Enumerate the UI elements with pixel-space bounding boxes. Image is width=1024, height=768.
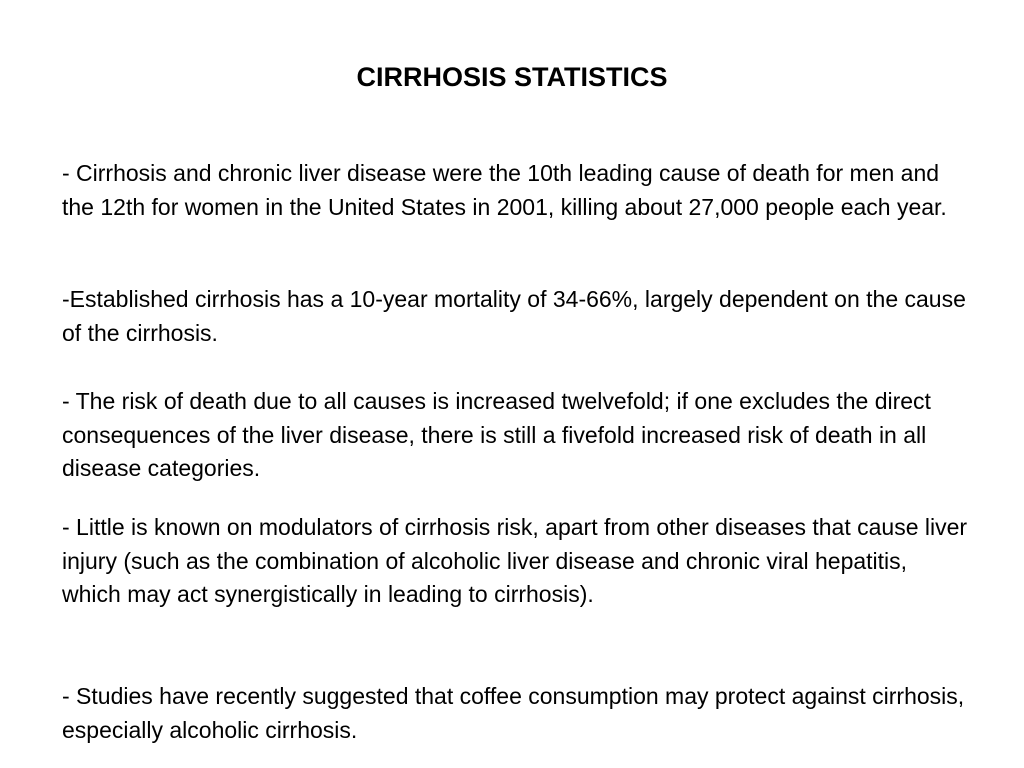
paragraph-coffee: - Studies have recently suggested that coffee consumption may protect against cirrhosis, especially alcoholic cirrhosis. bbox=[62, 683, 965, 743]
slide-title: CIRRHOSIS STATISTICS bbox=[356, 62, 668, 92]
paragraph-leading-cause: - Cirrhosis and chronic liver disease were the 10th leading cause of death for men and the 12th for women in the United States in 2001, killing about 27,000 people each year. bbox=[62, 160, 947, 220]
paragraph-risk-of-death: - The risk of death due to all causes is increased twelvefold; if one excludes the direct consequences of the liver disease, there is still a fivefold increased risk of death in all disease categories. bbox=[62, 388, 931, 481]
paragraph-modulators: - Little is known on modulators of cirrhosis risk, apart from other diseases that cause liver injury (such as the combination of alcoholic liver disease and chronic viral hepatitis, which may act synergistically in leading to cirrhosis). bbox=[62, 514, 968, 607]
paragraph-mortality: -Established cirrhosis has a 10-year mortality of 34-66%, largely dependent on the cause of the cirrhosis. bbox=[62, 286, 966, 346]
